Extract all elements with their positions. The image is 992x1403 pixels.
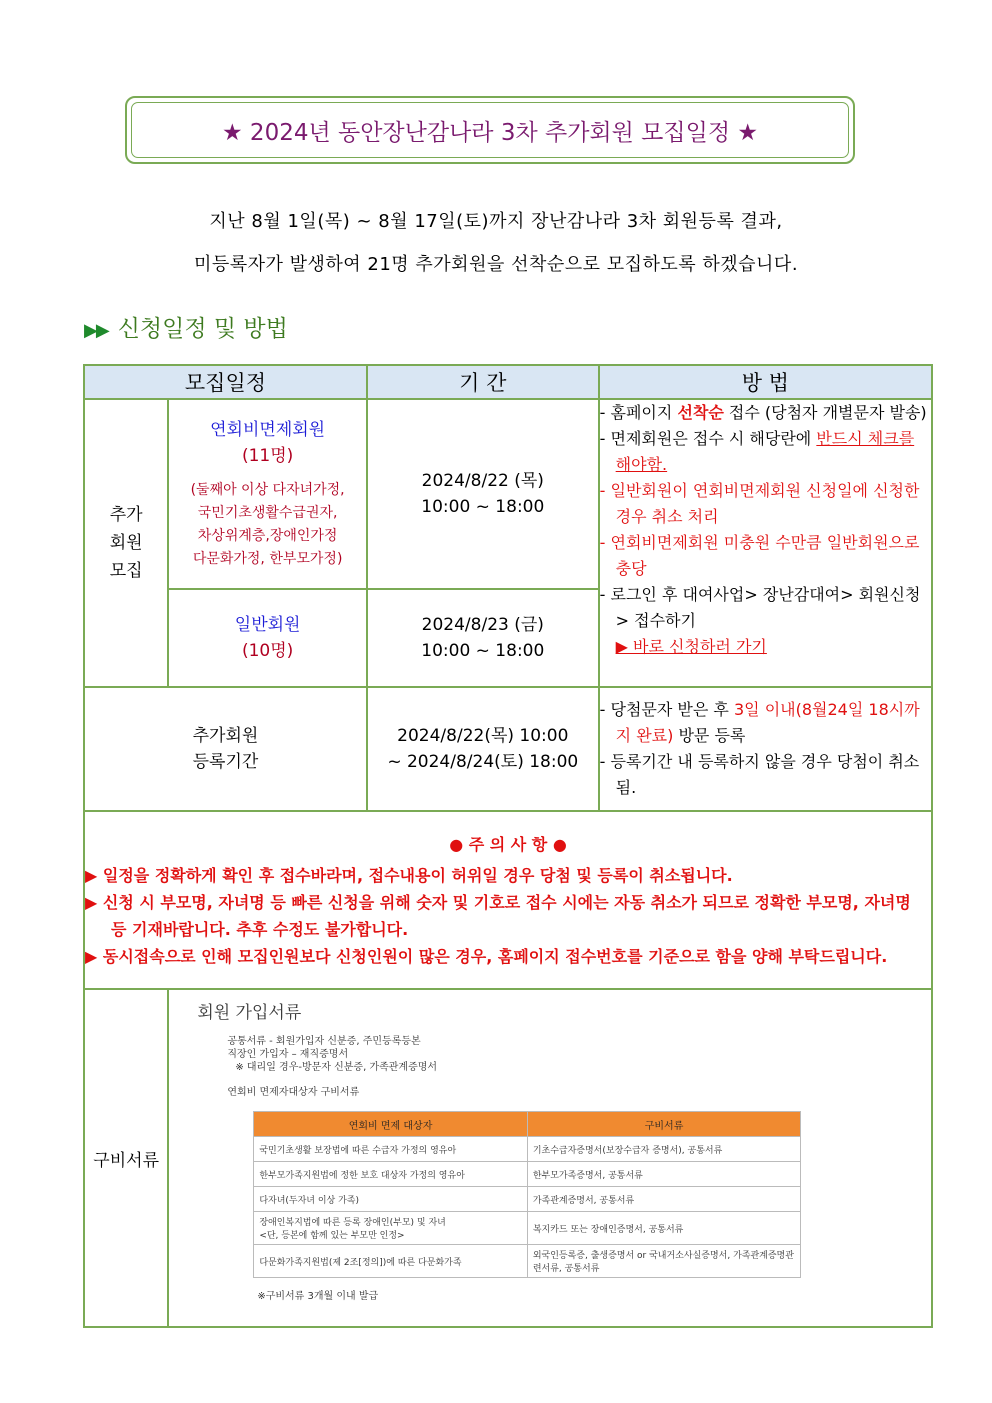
docs-cell-target: 다문화가족지원법(제 2조[정의])에 따른 다문화가족 [254,1245,528,1278]
docs-cell-target: 한부모가족지원법에 정한 보호 대상자 가정의 영유아 [254,1162,528,1187]
exempt-date: 2024/8/22 (목) [421,471,544,491]
table-row [254,1212,801,1245]
docs-cell-target: 장애인복지법에 따른 등록 장애인(부모) 및 자녀 <단, 등본에 함께 있는 부모만 인정> [254,1212,528,1245]
table-row [254,1187,801,1212]
double-arrow-icon: ▶▶ [84,320,108,341]
docs-line: 공통서류 - 회원가입자 신분증, 주민등록등본 [227,1036,421,1047]
header-period: 기 간 [367,365,599,399]
method-highlight: 선착순 [677,403,724,422]
reg-text: - 당첨문자 받은 후 [599,700,734,719]
table-row [254,1245,801,1278]
docs-cell-docs: 한부모가족증명서, 공통서류 [527,1162,801,1187]
exempt-member-count: (11명) [241,446,294,466]
table-row [84,399,932,589]
reg-text: 방문 등록 [673,726,746,745]
exempt-time: 10:00 ~ 18:00 [421,497,545,517]
docs-row [84,989,932,1327]
table-header-row [84,365,932,399]
section-heading [84,310,288,343]
docs-cell-docs: 복지카드 또는 장애인증명서, 공통서류 [527,1212,801,1245]
general-member-cell [168,589,367,687]
general-time: 10:00 ~ 18:00 [421,641,545,661]
method-text: - 홈페이지 [599,403,678,422]
docs-cell-docs: 기초수급자증명서(보장수급자 증명서), 공통서류 [527,1137,801,1162]
general-period-cell [367,589,599,687]
docs-cell-target: 다자녀(두자녀 이상 가족) [254,1187,528,1212]
docs-col-documents: 구비서류 [527,1112,801,1137]
docs-common [227,1035,931,1074]
docs-line: ※ 대리일 경우-방문자 신분증, 가족관계증명서 [235,1062,438,1073]
method-highlight: 반드시 체크를 해야함. [615,429,915,474]
notice-row [84,811,932,989]
notice-item-1: ▶ 일정을 정확하게 확인 후 접수바라며, 접수내용이 허위일 경우 당첨 및 등록이 취소됩니다. [85,865,733,885]
method-cell [599,399,932,687]
reg-highlight: 3일 이내 [733,700,796,719]
title-box [125,96,855,164]
registration-item-1 [600,697,931,749]
group-label: 추가 회원 모집 [84,399,168,687]
docs-subtitle: 연회비 면제자대상자 구비서류 [227,1087,360,1098]
method-item-5: - 로그인 후 대여사업> 장난감대여> 회원신청> 접수하기 [599,585,921,630]
table-row [84,687,932,811]
general-date: 2024/8/23 (금) [421,615,544,635]
apply-now-link[interactable]: ▶ 바로 신청하러 가기 [615,637,767,656]
docs-cell [168,989,932,1327]
docs-title: 회원 가입서류 [197,1003,302,1023]
registration-label: 추가회원 등록기간 [84,687,367,811]
exempt-period-cell [367,399,599,589]
exempt-member-cell [168,399,367,589]
notice-title: ● 주 의 사 항 ● [449,834,567,854]
method-item-4: - 연회비면제회원 미충원 수만큼 일반회원으로 충당 [599,533,920,578]
intro-line-1: 지난 8월 1일(목) ~ 8월 17일(토)까지 장난감나라 3차 회원등록 결과, [209,211,783,232]
table-row [254,1137,801,1162]
method-text: 접수 (당첨자 개별문자 발송) [723,403,927,422]
method-item-2 [600,426,931,478]
docs-line: 직장인 가입자 – 재직증명서 [227,1049,349,1060]
general-member-type: 일반회원 [234,615,301,635]
general-member-count: (10명) [241,641,294,661]
page-title: ★ 2024년 동안장난감나라 3차 추가회원 모집일정 ★ [131,102,849,158]
notice-item-3: ▶ 동시접속으로 인해 모집인원보다 신청인원이 많은 경우, 홈페이지 접수번호를 기준으로 함을 양해 부탁드립니다. [85,946,888,966]
docs-cell-docs: 가족관계증명서, 공통서류 [527,1187,801,1212]
header-schedule: 모집일정 [84,365,367,399]
docs-table [253,1111,801,1278]
method-item-1 [600,400,931,426]
method-item-3: - 일반회원이 연회비면제회원 신청일에 신청한 경우 취소 처리 [599,481,920,526]
schedule-table [83,364,933,1328]
registration-period: 2024/8/22(목) 10:00 ~ 2024/8/24(토) 18:00 [367,687,599,811]
section-title: 신청일정 및 방법 [117,316,288,342]
registration-method-cell [599,687,932,811]
docs-label: 구비서류 [84,989,168,1327]
docs-cell-target: 국민기초생활 보장법에 따른 수급자 가정의 영유아 [254,1137,528,1162]
method-text: - 면제회원은 접수 시 해당란에 [599,429,817,448]
docs-col-target: 연회비 면제 대상자 [254,1112,528,1137]
exempt-member-target: (둘째아 이상 다자녀가정, 국민기초생활수급권자, 차상위계층,장애인가정 다문화가정, 한부모가정) [190,482,345,567]
reg-highlight: (8월24일 18시까지 완료) [615,700,920,745]
intro-line-2: 미등록자가 발생하여 21명 추가회원을 선착순으로 모집하도록 하겠습니다. [193,254,799,275]
notice-item-2: ▶ 신청 시 부모명, 자녀명 등 빠른 신청을 위해 숫자 및 기호로 접수 시에는 자동 취소가 되므로 정확한 부모명, 자녀명 등 기재바랍니다. 추후 수정도 불가합니다. [85,892,911,939]
exempt-member-type: 연회비면제회원 [210,420,326,440]
table-row [254,1162,801,1187]
header-method: 방 법 [599,365,932,399]
docs-cell-docs: 외국인등록증, 출생증명서 or 국내거소사실증명서, 가족관계증명관련서류, 공통서류 [527,1245,801,1278]
docs-inner-table-wrap [253,1111,931,1278]
registration-item-2: - 등록기간 내 등록하지 않을 경우 당첨이 취소됨. [599,752,920,797]
docs-footnote: ※구비서류 3개월 이내 발급 [257,1291,379,1302]
notice-cell [84,811,932,989]
